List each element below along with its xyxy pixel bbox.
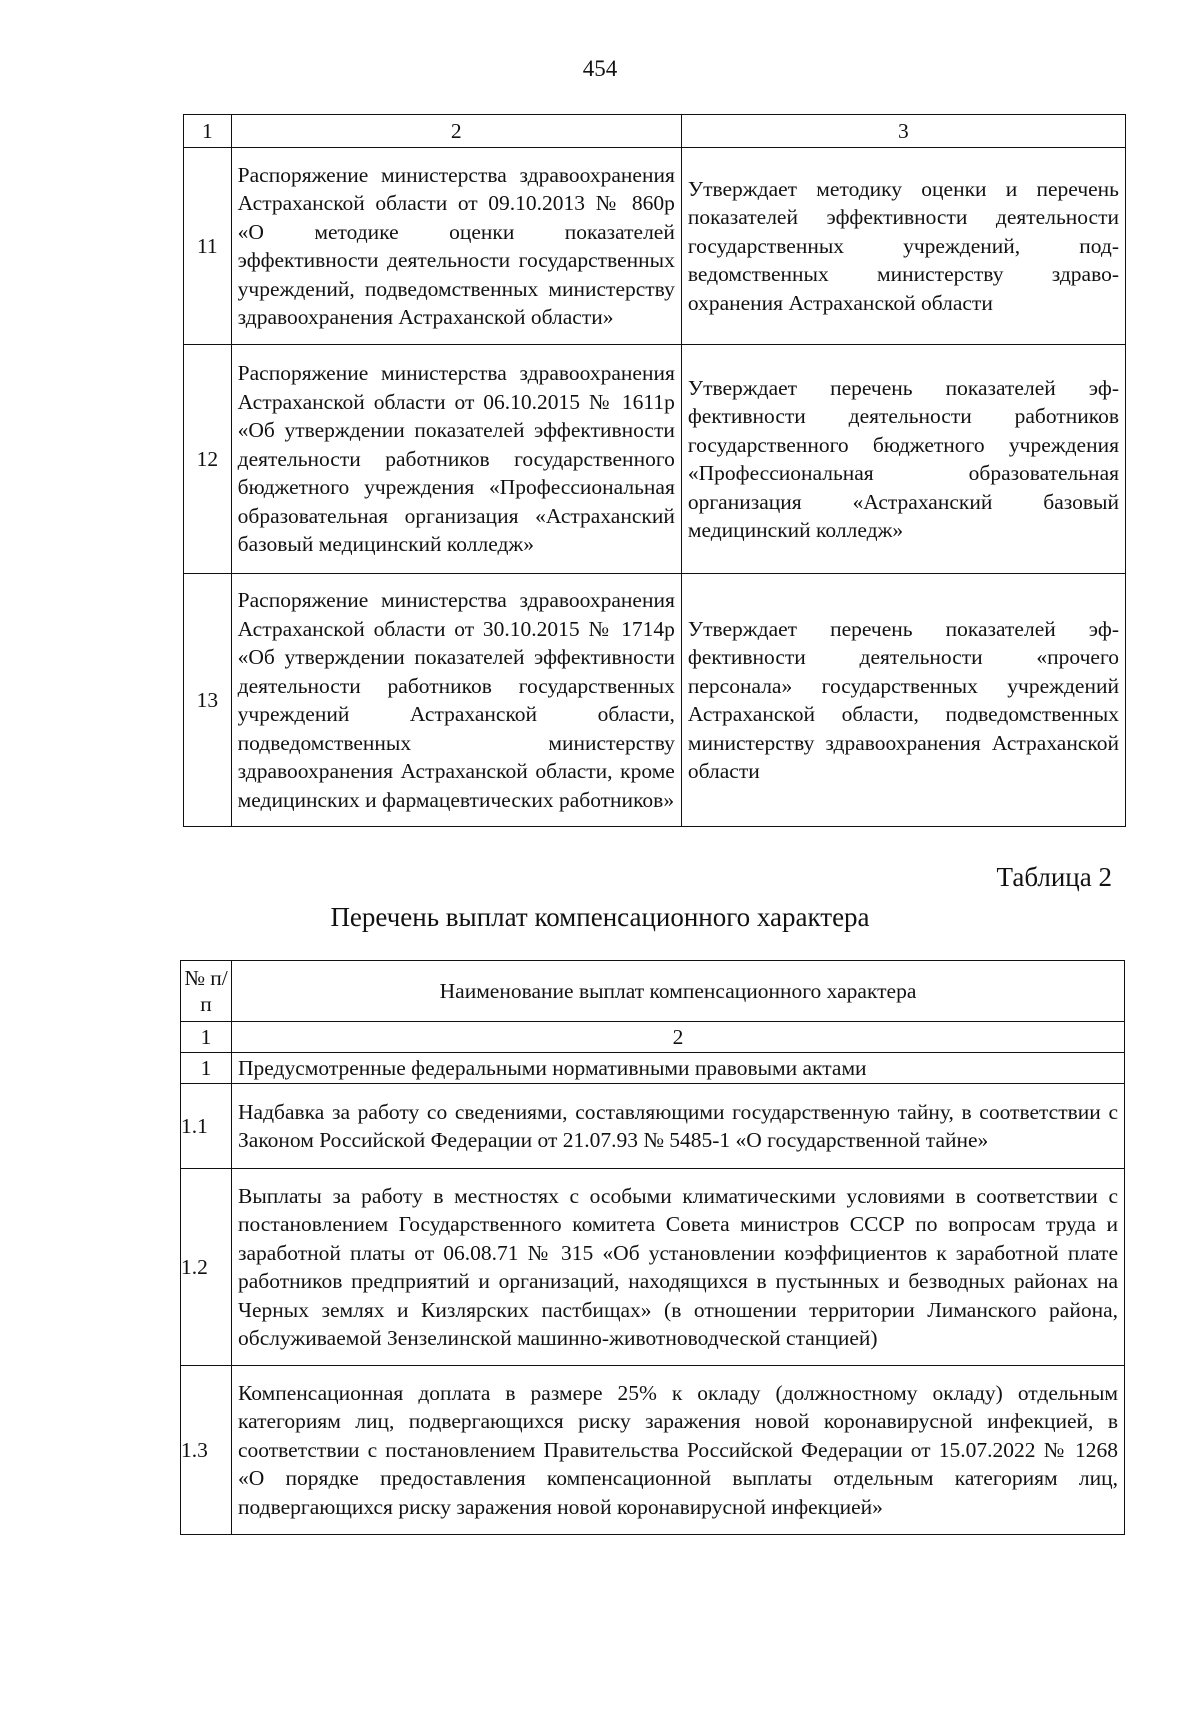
table-row <box>184 345 1126 574</box>
table-row <box>181 1169 1125 1366</box>
payment-text: Компенсационная доплата в размере 25% к окладу (должностному окладу) отдельным категориям лиц, подвергающихся риску заражения новой коронавирусной инфекцией, в соответствии с постановлением Правительства Российской Федерации от 15.07.2022 № 1268 «О порядке предоставления компенсационной выплаты отдельным категориям лиц, подвергающихся риску заражения новой коронавирусной инфекцией» <box>232 1366 1125 1535</box>
description-cell <box>681 148 1125 345</box>
column-numbers-row <box>181 1022 1125 1053</box>
table-title: Перечень выплат компенсационного характера <box>330 902 870 932</box>
table-row <box>181 1053 1125 1084</box>
table-row <box>181 1366 1125 1535</box>
row-number: 11 <box>184 148 232 345</box>
column-number: 3 <box>681 115 1125 148</box>
row-number: 1.3 <box>181 1366 232 1535</box>
table-row <box>184 148 1126 345</box>
description-text: Утверждает перечень показателей эффективности деятельности работников государственного бюджетного учреждения «Профессиональная образовательная организация «Астраханский базовый медицинский колледж» <box>687 375 1119 542</box>
table-row <box>184 574 1126 827</box>
document-text: Распоряжение министерства здравоохранения Астраханской области от 09.10.2013 № 860р «О методике оценки показателей эффективности деятельности государственных учреждений, подведомственных министерству здравоохранения Астраханской области» <box>237 162 675 329</box>
header-name: Наименование выплат компенсационного характера <box>232 961 1125 1022</box>
table-label: Таблица 2 <box>996 862 1112 892</box>
payment-text: Надбавка за работу со сведениями, составляющими государственную тайну, в соответствии с Законом Российской Федерации от 21.07.93 № 5485-1 «О государственной тайне» <box>232 1084 1125 1169</box>
payment-text: Предусмотренные федеральными нормативными правовыми актами <box>232 1053 1125 1084</box>
description-text: Утверждает перечень показателей эффективности деятельности «прочего персонала» государственных учреждений Астраханской области, подведомственных министерству здравоохранения Астраханской области <box>687 616 1119 783</box>
page-number: 454 <box>582 56 618 81</box>
document-cell <box>231 148 681 345</box>
description-text: Утверждает методику оценки и перечень показателей эффективности деятельности государственных учреждений, подведомственных министерству здравоохранения Астраханской области <box>687 176 1119 315</box>
regulations-table <box>183 114 1126 827</box>
table-row <box>181 1084 1125 1169</box>
document-text: Распоряжение министерства здравоохранения Астраханской области от 06.10.2015 № 1611р «Об утверждении показателей эффективности деятельности работников государственного бюджетного учреждения «Профессиональная образовательная организация «Астраханский базовый медицинский колледж» <box>237 361 675 557</box>
row-number: 12 <box>184 345 232 574</box>
column-number: 2 <box>232 1022 1125 1053</box>
row-number: 1 <box>181 1053 232 1084</box>
column-number: 2 <box>231 115 681 148</box>
compensation-payments-table <box>180 960 1125 1535</box>
column-number: 1 <box>184 115 232 148</box>
table-header-row <box>184 115 1126 148</box>
row-number: 13 <box>184 574 232 827</box>
document-text: Распоряжение министерства здравоохранения Астраханской области от 30.10.2015 № 1714р «Об утверждении показателей эффективности деятельности работников государственных учреждений Астраханской области, подведомственных министерству здравоохранения Астраханской области, кроме медицинских и фармацевтических работников» <box>237 588 675 812</box>
table-header-row <box>181 961 1125 1022</box>
column-number: 1 <box>181 1022 232 1053</box>
document-cell <box>231 574 681 827</box>
header-number: № п/п <box>181 961 232 1022</box>
row-number: 1.1 <box>181 1084 232 1169</box>
payment-text: Выплаты за работу в местностях с особыми климатическими условиями в соответствии с постановлением Государственного комитета Совета министров СССР по вопросам труда и заработной платы от 06.08.71 № 315 «Об установлении коэффициентов к заработной плате работников предприятий и организаций, находящихся в пустынных и безводных районах на Черных землях и Кизлярских пастбищах» (в отношении территории Лиманского района, обслуживаемой Зензелинской машинно-животноводческой станцией) <box>232 1169 1125 1366</box>
description-cell <box>681 345 1125 574</box>
document-cell <box>231 345 681 574</box>
description-cell <box>681 574 1125 827</box>
row-number: 1.2 <box>181 1169 232 1366</box>
